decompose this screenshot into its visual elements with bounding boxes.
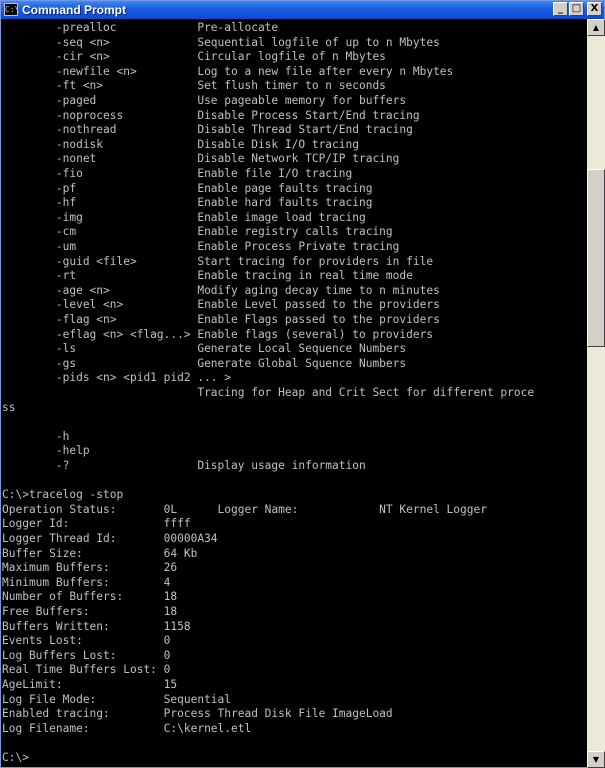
console-line: -img Enable image load tracing	[2, 210, 366, 224]
console-line: Log Filename: C:\kernel.etl	[2, 721, 252, 735]
console-line: -cm Enable registry calls tracing	[2, 225, 393, 239]
console-line: -ls Generate Local Sequence Numbers	[2, 342, 407, 356]
console-line: -nothread Disable Thread Start/End tracing	[2, 123, 413, 137]
arrow-down-icon: ▼	[592, 755, 600, 764]
minimize-button[interactable]	[553, 2, 568, 16]
vertical-scrollbar[interactable]	[587, 19, 605, 768]
console-line: -newfile <n> Log to a new file after every n Mbytes	[2, 64, 454, 78]
cmd-icon[interactable]: C:\	[5, 5, 20, 14]
console-line: -rt Enable tracing in real time mode	[2, 269, 413, 283]
console-line: -fio Enable file I/O tracing	[2, 167, 353, 180]
console-line: -um Enable Process Private tracing	[2, 240, 400, 253]
console-line: Enabled tracing: Process Thread Disk File ImageLoad	[2, 707, 393, 721]
scroll-down-button[interactable]	[587, 751, 605, 768]
minimize-icon: _	[558, 3, 563, 14]
window-title: Command Prompt	[22, 3, 127, 17]
maximize-button[interactable]	[569, 2, 584, 16]
console-line: -guid <file> Start tracing for providers in file	[2, 254, 434, 268]
console-line: Real Time Buffers Lost: 0	[2, 663, 171, 677]
console-line: Log File Mode: Sequential	[2, 692, 232, 706]
console-line: Free Buffers: 18	[2, 605, 178, 618]
console-line: -level <n> Enable Level passed to the providers	[2, 298, 440, 312]
close-icon: X	[590, 3, 599, 14]
console-line: Buffers Written: 1158	[2, 619, 191, 633]
console-line: -pids <n> <pid1 pid2 ... >	[2, 371, 232, 385]
console-line: -h	[2, 429, 70, 443]
console-line: -age <n> Modify aging decay time to n minutes	[2, 283, 440, 297]
console-line: -? Display usage information	[2, 459, 366, 472]
console-line: -gs Generate Global Squence Numbers	[2, 356, 407, 370]
console-line: Buffer Size: 64 Kb	[2, 546, 198, 560]
console-line: Logger Thread Id: 00000A34	[2, 532, 218, 545]
scrollbar-thumb[interactable]	[587, 169, 605, 347]
console-line: C:\>tracelog -stop	[2, 488, 124, 502]
console-line: -hf Enable hard faults tracing	[2, 196, 373, 210]
console-line: -prealloc Pre-allocate	[2, 21, 279, 34]
console-line: Tracing for Heap and Crit Sect for different proce	[2, 386, 535, 399]
console-output[interactable]	[2, 19, 587, 768]
console-line: ss	[2, 400, 16, 414]
title-bar[interactable]	[1, 1, 604, 19]
console-line: AgeLimit: 15	[2, 678, 178, 691]
console-line: -cir <n> Circular logfile of n Mbytes	[2, 50, 386, 64]
console-line: -pf Enable page faults tracing	[2, 181, 373, 195]
maximize-icon: □	[571, 3, 582, 14]
console-line: Maximum Buffers: 26	[2, 561, 178, 575]
console-line: -ft <n> Set flush timer to n seconds	[2, 79, 386, 93]
console-line: -noprocess Disable Process Start/End tracing	[2, 108, 420, 122]
arrow-up-icon: ▲	[592, 23, 600, 32]
console-line: -seq <n> Sequential logfile of up to n Mbytes	[2, 35, 440, 49]
console-line: Minimum Buffers: 4	[2, 575, 171, 589]
scroll-up-button[interactable]	[587, 19, 605, 36]
console-line: Number of Buffers: 18	[2, 590, 178, 604]
console-line: -nonet Disable Network TCP/IP tracing	[2, 152, 400, 166]
console-line: C:\>	[2, 751, 29, 764]
console-line: -eflag <n> <flag...> Enable flags (several) to providers	[2, 327, 434, 341]
console-line: Log Buffers Lost: 0	[2, 648, 171, 662]
console-line: Logger Id: ffff	[2, 517, 191, 531]
console-line: Operation Status: 0L Logger Name: NT Kernel Logger	[2, 502, 487, 516]
console-line: Events Lost: 0	[2, 634, 171, 648]
console-line: -help	[2, 444, 90, 458]
close-button[interactable]	[587, 2, 602, 16]
console-line: -paged Use pageable memory for buffers	[2, 94, 407, 107]
console-line: -flag <n> Enable Flags passed to the providers	[2, 313, 440, 326]
console-line: -nodisk Disable Disk I/O tracing	[2, 137, 359, 151]
